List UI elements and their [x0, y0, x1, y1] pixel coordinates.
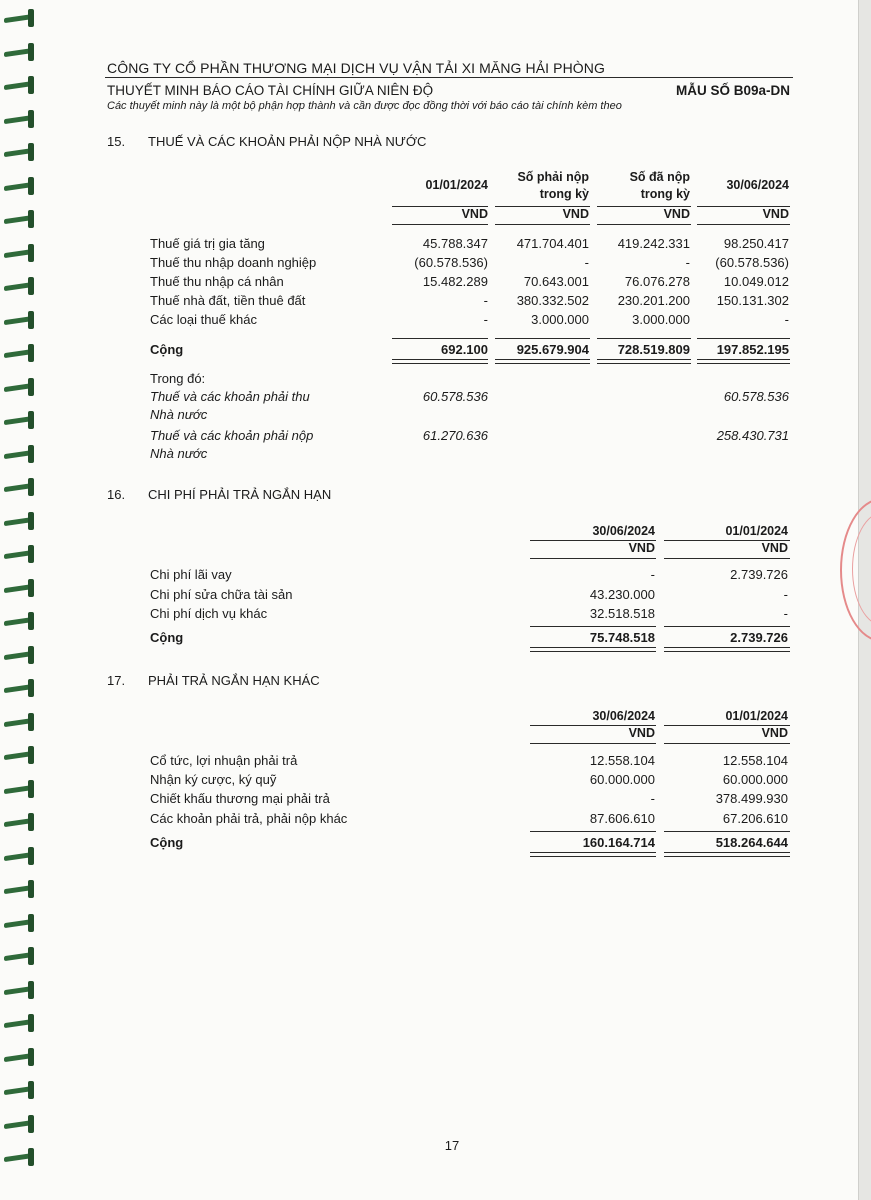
binding-ring-post [28, 110, 34, 128]
spiral-binding [0, 0, 44, 1200]
binding-ring [4, 816, 40, 830]
total-label: Cộng [150, 835, 184, 850]
cell-value: 98.250.417 [723, 236, 789, 251]
binding-ring [4, 79, 40, 93]
cell-value: 15.482.289 [422, 274, 488, 289]
unit-label: VND [628, 541, 655, 555]
binding-ring-post [28, 177, 34, 195]
cell-value: 60.000.000 [722, 772, 788, 787]
total-rule [392, 338, 488, 339]
company-name: CÔNG TY CỔ PHẦN THƯƠNG MẠI DỊCH VỤ VẬN TẢI XI MĂNG HẢI PHÒNG [107, 60, 605, 76]
total-value: 2.739.726 [730, 630, 788, 645]
binding-ring-post [28, 679, 34, 697]
cell-value: 43.230.000 [589, 587, 655, 602]
form-code: MẪU SỐ B09a-DN [675, 83, 790, 98]
col-rule [664, 558, 790, 559]
payable-opening: 61.270.636 [422, 428, 488, 443]
double-rule [597, 359, 691, 364]
binding-ring [4, 1017, 40, 1031]
total-label: Cộng [150, 342, 184, 357]
binding-ring [4, 548, 40, 562]
cell-value: - [483, 293, 488, 308]
payable-label-l2: Nhà nước [150, 446, 208, 461]
cell-value: - [685, 255, 690, 270]
section-17-number: 17. [107, 673, 126, 688]
page-number: 17 [444, 1138, 460, 1153]
section-15-number: 15. [107, 134, 126, 149]
col-rule [495, 224, 590, 225]
binding-ring [4, 515, 40, 529]
cell-value: 45.788.347 [422, 236, 488, 251]
double-rule [530, 647, 656, 652]
binding-ring [4, 917, 40, 931]
total-rule [664, 626, 790, 627]
cell-value: - [584, 255, 589, 270]
cell-value: (60.578.536) [715, 255, 789, 270]
cell-value: 471.704.401 [516, 236, 589, 251]
cell-value: 10.049.012 [723, 274, 789, 289]
total-value: 518.264.644 [715, 835, 788, 850]
total-label: Cộng [150, 630, 184, 645]
binding-ring-post [28, 76, 34, 94]
binding-ring-post [28, 411, 34, 429]
report-title: THUYẾT MINH BÁO CÁO TÀI CHÍNH GIỮA NIÊN ĐỘ [107, 83, 434, 98]
row-label: Thuế thu nhập cá nhân [150, 274, 284, 289]
binding-ring-post [28, 914, 34, 932]
double-rule [697, 359, 790, 364]
total-rule [530, 626, 656, 627]
unit-label: VND [762, 207, 789, 221]
receivable-opening: 60.578.536 [422, 389, 488, 404]
binding-ring-post [28, 947, 34, 965]
binding-ring-post [28, 445, 34, 463]
binding-ring [4, 180, 40, 194]
row-label: Chi phí dịch vụ khác [150, 606, 268, 621]
row-label: Chi phí sửa chữa tài sản [150, 587, 293, 602]
binding-ring [4, 12, 40, 26]
unit-label: VND [562, 207, 589, 221]
section-16-title: CHI PHÍ PHẢI TRẢ NGẮN HẠN [148, 487, 332, 502]
col-header-closing: 30/06/2024 [726, 178, 789, 192]
binding-ring-post [28, 646, 34, 664]
unit-label: VND [761, 541, 788, 555]
binding-ring-post [28, 277, 34, 295]
total-rule [664, 831, 790, 832]
double-rule [664, 647, 790, 652]
col-header-closing: 30/06/2024 [592, 709, 655, 723]
total-value: 160.164.714 [582, 835, 655, 850]
binding-ring [4, 1051, 40, 1065]
binding-ring [4, 716, 40, 730]
binding-ring-post [28, 478, 34, 496]
row-label: Các khoản phải trả, phải nộp khác [150, 811, 348, 826]
row-label: Thuế giá trị gia tăng [150, 236, 265, 251]
col-rule [697, 224, 790, 225]
total-value: 692.100 [441, 342, 488, 357]
cell-value: 2.739.726 [730, 567, 788, 582]
binding-ring-post [28, 311, 34, 329]
cell-value: 3.000.000 [531, 312, 589, 327]
cell-value: 378.499.930 [715, 791, 788, 806]
col-header-opening: 01/01/2024 [725, 524, 788, 538]
binding-ring-post [28, 847, 34, 865]
binding-ring-post [28, 880, 34, 898]
row-label: Các loại thuế khác [150, 312, 257, 327]
cell-value: - [483, 312, 488, 327]
binding-ring [4, 347, 40, 361]
binding-ring-post [28, 9, 34, 27]
section-16-number: 16. [107, 487, 126, 502]
binding-ring-post [28, 43, 34, 61]
col-header-closing: 30/06/2024 [592, 524, 655, 538]
double-rule [392, 359, 488, 364]
binding-ring [4, 314, 40, 328]
binding-ring-post [28, 545, 34, 563]
total-rule [597, 338, 691, 339]
cell-value: 87.606.610 [589, 811, 655, 826]
binding-ring [4, 950, 40, 964]
row-label: Thuế thu nhập doanh nghiệp [150, 255, 317, 270]
cell-value: 76.076.278 [624, 274, 690, 289]
binding-ring-post [28, 1048, 34, 1066]
total-value: 75.748.518 [589, 630, 655, 645]
binding-ring [4, 883, 40, 897]
cell-value: 67.206.610 [722, 811, 788, 826]
binding-ring [4, 247, 40, 261]
binding-ring [4, 113, 40, 127]
row-label: Chi phí lãi vay [150, 567, 232, 582]
binding-ring-post [28, 579, 34, 597]
binding-ring [4, 414, 40, 428]
receivable-label-l2: Nhà nước [150, 407, 208, 422]
binding-ring-post [28, 143, 34, 161]
binding-ring [4, 615, 40, 629]
binding-ring [4, 850, 40, 864]
col-header-opening: 01/01/2024 [425, 178, 488, 192]
row-label: Thuế nhà đất, tiền thuê đất [150, 293, 306, 308]
binding-ring [4, 280, 40, 294]
col-header-payable-l2: trong kỳ [539, 187, 589, 201]
of-which-label: Trong đó: [150, 371, 206, 386]
unit-label: VND [628, 726, 655, 740]
binding-ring-post [28, 1115, 34, 1133]
unit-label: VND [761, 726, 788, 740]
row-label: Nhận ký cược, ký quỹ [150, 772, 277, 787]
col-header-payable-l1: Số phải nộp [517, 170, 589, 184]
binding-ring [4, 213, 40, 227]
binding-ring [4, 582, 40, 596]
cell-value: 230.201.200 [617, 293, 690, 308]
cell-value: 150.131.302 [716, 293, 789, 308]
cell-value: - [784, 312, 789, 327]
unit-label: VND [461, 207, 488, 221]
binding-ring [4, 381, 40, 395]
binding-ring-post [28, 713, 34, 731]
receivable-closing: 60.578.536 [723, 389, 789, 404]
cell-value: 12.558.104 [589, 753, 655, 768]
binding-ring [4, 481, 40, 495]
binding-ring-post [28, 244, 34, 262]
double-rule [664, 852, 790, 857]
binding-ring-post [28, 1148, 34, 1166]
col-rule [597, 224, 691, 225]
total-value: 925.679.904 [516, 342, 589, 357]
col-rule [530, 743, 656, 744]
cell-value: 70.643.001 [523, 274, 589, 289]
col-header-paid-l1: Số đã nộp [629, 170, 690, 184]
binding-ring [4, 146, 40, 160]
row-label: Cổ tức, lợi nhuận phải trả [150, 753, 298, 768]
binding-ring [4, 1084, 40, 1098]
binding-ring [4, 448, 40, 462]
header-rule [105, 77, 793, 78]
col-header-paid-l2: trong kỳ [640, 187, 690, 201]
binding-ring-post [28, 780, 34, 798]
binding-ring-post [28, 813, 34, 831]
payable-label-l1: Thuế và các khoản phải nộp [150, 428, 314, 443]
binding-ring-post [28, 344, 34, 362]
cell-value: - [650, 791, 655, 806]
total-rule [697, 338, 790, 339]
receivable-label-l1: Thuế và các khoản phải thu [150, 389, 310, 404]
cell-value: 3.000.000 [632, 312, 690, 327]
total-rule [495, 338, 590, 339]
section-15-title: THUẾ VÀ CÁC KHOẢN PHẢI NỘP NHÀ NƯỚC [148, 134, 427, 149]
cell-value: 60.000.000 [589, 772, 655, 787]
cell-value: - [783, 606, 788, 621]
col-rule [530, 558, 656, 559]
double-rule [495, 359, 590, 364]
col-rule [664, 743, 790, 744]
cell-value: - [650, 567, 655, 582]
total-value: 728.519.809 [617, 342, 690, 357]
binding-ring [4, 682, 40, 696]
cell-value: - [783, 587, 788, 602]
row-label: Chiết khấu thương mại phải trả [150, 791, 330, 806]
binding-ring [4, 749, 40, 763]
cell-value: 12.558.104 [722, 753, 788, 768]
binding-ring [4, 1151, 40, 1165]
col-header-opening: 01/01/2024 [725, 709, 788, 723]
binding-ring-post [28, 512, 34, 530]
binding-ring-post [28, 746, 34, 764]
binding-ring-post [28, 210, 34, 228]
cell-value: 380.332.502 [516, 293, 589, 308]
section-17-title: PHẢI TRẢ NGẮN HẠN KHÁC [148, 673, 320, 688]
unit-label: VND [663, 207, 690, 221]
binding-ring [4, 1118, 40, 1132]
binding-ring-post [28, 1014, 34, 1032]
col-rule [392, 224, 488, 225]
cell-value: (60.578.536) [414, 255, 488, 270]
binding-ring-post [28, 981, 34, 999]
cell-value: 419.242.331 [617, 236, 690, 251]
binding-ring [4, 984, 40, 998]
header-note: Các thuyết minh này là một bộ phận hợp thành và cần được đọc đồng thời với báo cáo tài chính kèm theo [107, 100, 622, 112]
binding-ring-post [28, 378, 34, 396]
binding-ring-post [28, 1081, 34, 1099]
total-rule [530, 831, 656, 832]
binding-ring [4, 783, 40, 797]
binding-ring [4, 649, 40, 663]
total-value: 197.852.195 [716, 342, 789, 357]
binding-ring [4, 46, 40, 60]
cell-value: 32.518.518 [589, 606, 655, 621]
payable-closing: 258.430.731 [716, 428, 789, 443]
binding-ring-post [28, 612, 34, 630]
double-rule [530, 852, 656, 857]
